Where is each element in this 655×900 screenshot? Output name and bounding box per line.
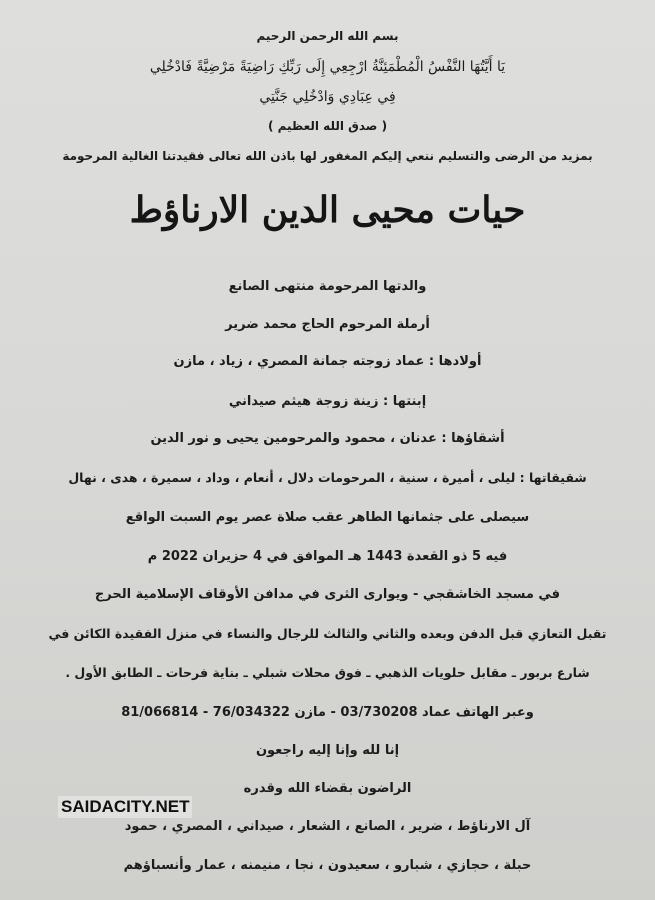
widow-line: أرملة المرحوم الحاج محمد ضرير (225, 317, 430, 332)
condolences-line-1: تقبل التعازي قبل الدفن وبعده والثاني والثالث للرجال والنساء في منزل الفقيدة الكائن في (48, 626, 607, 641)
mourners-intro: الراضون بقضاء الله وقدره (243, 781, 412, 796)
site-watermark: SAIDACITY.NET (58, 796, 192, 818)
mother-line: والدتها المرحومة منتهى الصانع (228, 279, 427, 294)
basmala: بسم الله الرحمن الرحيم (256, 29, 399, 43)
condolences-line-2: شارع بربور ـ مقابل حلويات الذهبي ـ فوق محلات شبلي ـ بناية فرحات ـ الطابق الأول . (65, 665, 590, 680)
brothers-line: أشقاؤها : عدنان ، محمود والمرحومين يحيى و نور الدين (150, 431, 505, 446)
announcement-intro: بمزيد من الرضى والتسليم ننعي إليكم المغفور لها باذن الله تعالى فقيدتنا الغالية المرحومة (62, 149, 593, 163)
verse-line-1: يَا أَيَّتُهَا النَّفْسُ الْمُطْمَئِنَّةُ ارْجِعِي إِلَى رَبِّكِ رَاضِيَةً مَرْضِيَّةً فَادْخُلِي (149, 59, 506, 75)
sons-line: أولادها : عماد زوجته جمانة المصري ، زياد ، مازن (173, 354, 482, 369)
burial-place-line: في مسجد الخاشقجي - ويوارى الثرى في مدافن الأوقاف الإسلامية الحرج (94, 587, 561, 602)
funeral-date-line: فيه 5 ذو القعدة 1443 هـ الموافق في 4 حزيران 2022 م (147, 549, 508, 564)
daughter-line: إبنتها : زينة زوجة هيثم صيداني (228, 394, 427, 409)
mourners-families-line-2: حبلة ، حجازي ، شبارو ، سعيدون ، نجا ، منيمنه ، عمار وأنسباؤهم (123, 858, 532, 873)
sisters-line: شقيقاتها : ليلى ، أميرة ، سنية ، المرحومات دلال ، أنعام ، وداد ، سميرة ، هدى ، نهال (68, 470, 587, 485)
phone-numbers-line: وعبر الهاتف عماد 03/730208 - مازن 76/034322 - 81/066814 (121, 705, 534, 720)
mourners-families-line-1: آل الارناؤط ، ضرير ، الصانع ، الشعار ، صيداني ، المصري ، حمود (124, 819, 531, 834)
funeral-prayer-line: سيصلى على جثمانها الطاهر عقب صلاة عصر يوم السبت الواقع (125, 510, 530, 525)
verse-line-2: فِي عِبَادِي وَادْخُلِي جَنَّتِي (259, 89, 396, 105)
deceased-name: حيات محيى الدين الارناؤط (129, 189, 526, 231)
verse-closing: ( صدق الله العظيم ) (267, 119, 388, 133)
istirja-line: إنا لله وإنا إليه راجعون (255, 743, 400, 758)
